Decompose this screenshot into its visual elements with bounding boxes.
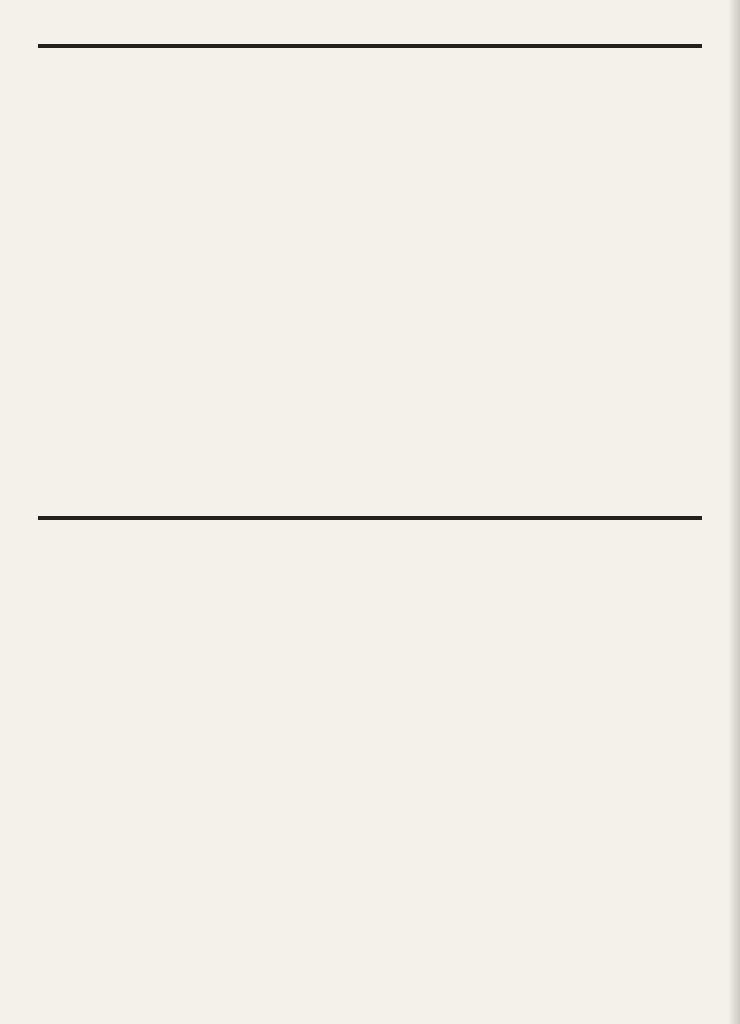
- scan-edge-shadow: [728, 0, 740, 1024]
- top-table: [38, 44, 702, 48]
- bottom-table: [38, 516, 702, 520]
